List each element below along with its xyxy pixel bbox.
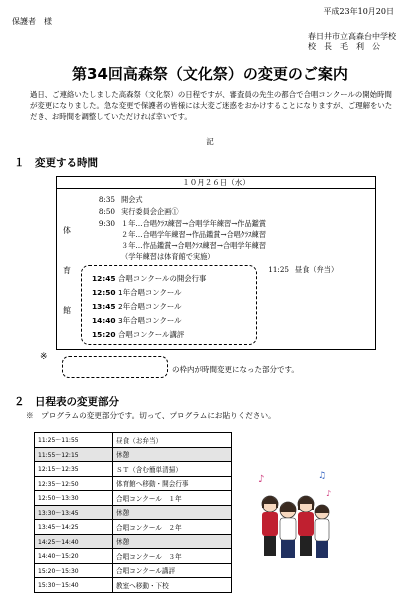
document-title: 第34回高森祭（文化祭）の変更のご案内 (72, 65, 348, 83)
program-item: 合唱コンクール ２年 (113, 520, 232, 535)
venue-char: 体 (63, 226, 71, 235)
program-item: 休憩 (113, 447, 232, 462)
program-time: 11:25～11:55 (35, 433, 113, 448)
program-time: 14:25～14:40 (35, 534, 113, 549)
changed-row: 12:45 合唱コンクールの開会行事 (92, 274, 207, 283)
program-row (35, 520, 232, 535)
recipient: 保護者 様 (12, 17, 52, 26)
program-row (35, 491, 232, 506)
program-time: 14:40～15:20 (35, 549, 113, 564)
venue-char: 館 (63, 306, 71, 315)
program-row (35, 534, 232, 549)
program-row (35, 549, 232, 564)
section2-note: ※ プログラムの変更部分です。切って、プログラムにお貼りください。 (26, 411, 276, 420)
issuer-school: 春日井市立高森台中学校 (308, 32, 396, 41)
program-row (35, 476, 232, 491)
program-time: 13:45～14:25 (35, 520, 113, 535)
music-note-icon: ♪ (258, 474, 265, 485)
singer-figure (315, 505, 329, 558)
program-item: 体育館へ移動・開会行事 (113, 476, 232, 491)
issuer-name: 校 長 毛 利 公 (308, 42, 380, 51)
program-item: 休憩 (113, 534, 232, 549)
program-item: 休憩 (113, 505, 232, 520)
program-time: 12:15～12:35 (35, 462, 113, 477)
singer-figure (280, 502, 296, 558)
singer-figure (298, 496, 314, 556)
program-time: 15:20～15:30 (35, 563, 113, 578)
legend-text: の枠内が時間変更になった部分です。 (172, 365, 299, 374)
changed-row: 15:20 合唱コンクール講評 (92, 330, 185, 339)
program-row (35, 447, 232, 462)
changed-row: 14:40 3年合唱コンクール (92, 316, 182, 325)
schedule-box: １０月２６日（水） 体 育 館 8:35 開会式 8:50 実行委員会企画① 9:30 １年…合唱ｸﾗｽ練習→合唱学年練習→作品鑑賞 ２年…合唱学年練習→作品鑑賞→合唱ｸﾗｽ練習 ３年…作品鑑賞→合唱ｸﾗｽ練習→合唱学年練習 （学年練習は体育館で実施） 11:25 昼食（弁当） 12:45 合唱コンクールの開会行事 12:50 1年合唱コンクール 13:45 2年合唱コンクール 14:40 3年合唱コンクール 15:20 合唱コンクール講評 (56, 176, 376, 350)
changed-row: 13:45 2年合唱コンクール (92, 302, 182, 311)
section1-heading: １ 変更する時間 (14, 157, 98, 169)
intro-paragraph: 過日、ご連絡いたしました高森祭（文化祭）の日程ですが、審査員の先生の都合で合唱コンクールの開始時間が変更になりました。急な変更で保護者の皆様には大変ご迷惑をおかけすることになりますが、ご理解をいただき、お時間を調整していただければ幸いです。 (30, 90, 393, 121)
choir-singers-illustration (256, 470, 334, 566)
program-row (35, 505, 232, 520)
program-time: 13:30～13:45 (35, 505, 113, 520)
section2-heading: ２ 日程表の変更部分 (14, 396, 119, 408)
program-time: 11:55～12:15 (35, 447, 113, 462)
ki-marker: 記 (206, 137, 214, 146)
program-row (35, 578, 232, 593)
changed-times-box (81, 265, 257, 345)
program-row (35, 563, 232, 578)
program-row (35, 433, 232, 448)
legend-dashed-box (62, 356, 168, 378)
program-time: 15:30～15:40 (35, 578, 113, 593)
program-item: ＳＴ（含む簡単清掃） (113, 462, 232, 477)
program-time: 12:35～12:50 (35, 476, 113, 491)
program-item: 合唱コンクール ３年 (113, 549, 232, 564)
legend-mark: ※ (40, 352, 48, 362)
program-item: 教室へ移動・下校 (113, 578, 232, 593)
program-time: 12:50～13:30 (35, 491, 113, 506)
program-item: 合唱コンクール講評 (113, 563, 232, 578)
venue-label (63, 177, 75, 351)
music-note-icon: ♫ (318, 471, 327, 481)
singer-figure (262, 496, 278, 556)
program-table (34, 432, 232, 593)
issuer (308, 32, 396, 52)
program-item: 昼食（お弁当） (113, 433, 232, 448)
music-note-icon: ♪ (326, 489, 332, 498)
document-date: 平成23年10月20日 (323, 7, 394, 16)
program-item: 合唱コンクール １年 (113, 491, 232, 506)
venue-char: 育 (63, 266, 71, 275)
changed-row: 12:50 1年合唱コンクール (92, 288, 182, 297)
schedule-date: １０月２６日（水） (57, 177, 375, 189)
program-row (35, 462, 232, 477)
